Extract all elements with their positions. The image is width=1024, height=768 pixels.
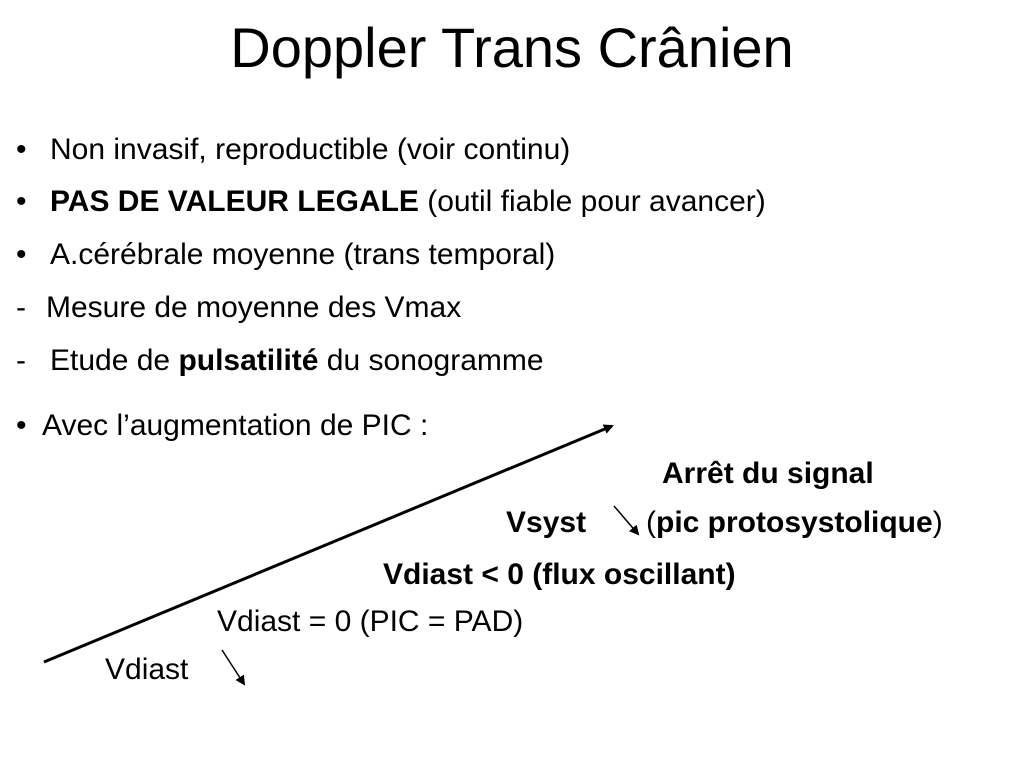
vsyst-note [646, 505, 943, 541]
pic-heading: Avec l’augmentation de PIC : [42, 409, 429, 442]
arret-signal: Arrêt du signal [662, 457, 874, 490]
vdiast-negative: Vdiast < 0 (flux oscillant) [383, 558, 736, 591]
vsyst-label: Vsyst [506, 506, 587, 539]
dash-post: du sonogramme [318, 344, 544, 377]
slide-title: Doppler Trans Crânien [230, 16, 794, 79]
bold-text: pic protosystolique [656, 506, 933, 539]
bullet-marker: • [16, 409, 27, 442]
vdiast-zero: Vdiast = 0 (PIC = PAD) [217, 605, 524, 638]
dash-marker: - [16, 344, 26, 377]
bullet-marker: • [16, 185, 27, 218]
bullet-text: (outil fiable pour avancer) [418, 185, 766, 218]
dash-pre: Etude de [50, 344, 179, 377]
bullet-marker: • [16, 133, 27, 166]
bullet-cerebrale: A.cérébrale moyenne (trans temporal) [50, 238, 556, 271]
dash-marker: - [16, 291, 26, 324]
paren-close: ) [932, 506, 943, 539]
vdiast-down: Vdiast [105, 653, 189, 686]
bullet-non-invasif: Non invasif, reproductible (voir continu) [50, 133, 571, 166]
bold-text: pulsatilité [178, 344, 319, 377]
bullet-marker: • [16, 238, 27, 271]
dash-mesure: Mesure de moyenne des Vmax [46, 291, 462, 324]
paren-open: ( [646, 506, 656, 539]
bold-text: PAS DE VALEUR LEGALE [50, 185, 419, 218]
arrow-down-icon [222, 650, 244, 684]
arrow-down-icon [614, 506, 638, 534]
